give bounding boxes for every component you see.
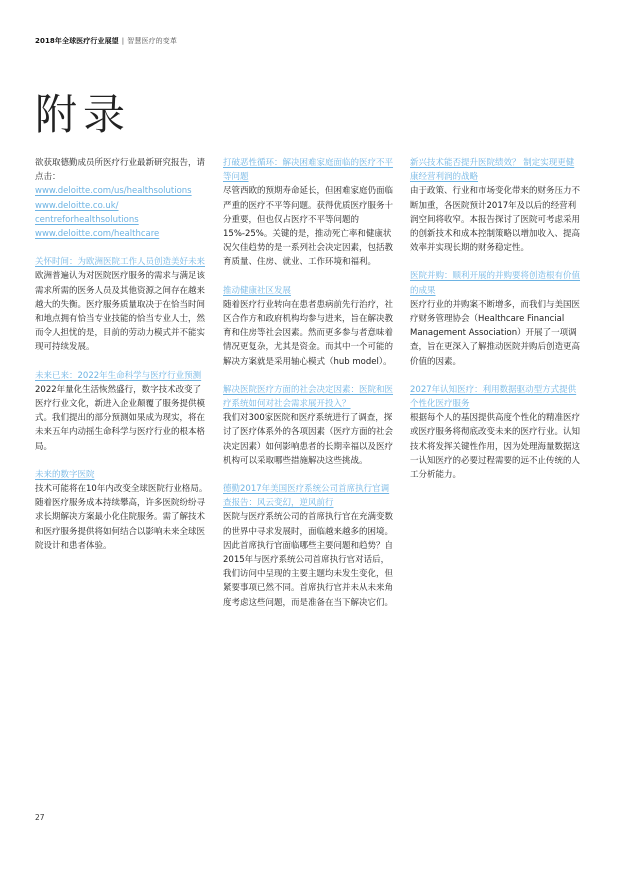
report-section: [410, 383, 582, 482]
report-summary: 尽管西欧的预期寿命延长，但困难家庭仍面临严重的医疗不平等问题。获得优质医疗服务十分重要，但也仅占医疗不平等问题的15%-25%。关键的是，推动死亡率和健康状况欠佳趋势的是一系列社会决定因素，包括教育质量、住房、就业、工作环境和福利。: [223, 186, 394, 268]
report-summary: 由于政策、行业和市场变化带来的财务压力不断加重，各医院预计2017年及以后的经营利润空间将收窄。本报告探讨了医院可考虑采用的创新技术和成本控制策略以增加收入、提高效率并实现长期的财务稳定性。: [410, 186, 581, 254]
report-heading-link[interactable]: 打破恶性循环：解决困难家庭面临的医疗不平等问题: [223, 158, 394, 183]
page-number: 27: [35, 813, 45, 822]
report-heading-link[interactable]: 推动健康社区发展: [223, 285, 292, 296]
report-summary: 2022年量化生活恢然盛行，数字技术改变了医疗行业文化，新进入企业颠覆了服务提供模式。我们提出的部分预测如果成为现实，将在未来五年内动摇生命科学与医疗行业的根本格局。: [35, 384, 206, 452]
report-section: [223, 383, 395, 468]
report-section: [410, 156, 582, 255]
report-section: [410, 269, 582, 368]
report-subtitle: 智慧医疗的变革: [127, 37, 177, 45]
report-summary: 根据每个人的基因提供高度个性化的精准医疗或医疗服务将彻底改变未来的医疗行业。认知技术将发挥关键性作用，因为处理海量数据这一认知医疗的必要过程需要的远不止传统的人工分析能力。: [410, 413, 581, 481]
column-2: [223, 156, 395, 624]
report-summary: 技术可能将在10年内改变全球医院行业格局。随着医疗服务成本持续攀高，许多医院纷纷寻求长期解决方案最小化住院服务。需了解技术和医疗服务提供将如何结合以影响未来全球医院设计和患者体验。: [35, 484, 208, 551]
link-healthcare[interactable]: www.deloitte.com/healthcare: [35, 229, 160, 240]
report-summary: 欧洲普遍认为对医院医疗服务的需求与满足该需求所需的医务人员及其他资源之间存在越来越大的失衡。医疗服务质量取决于在恰当时间和地点拥有恰当专业技能的恰当专业人士，然而令人担忧的是，目前的劳动力模式并不能实现可持续发展。: [35, 271, 206, 353]
report-section: [223, 156, 395, 270]
report-heading-link[interactable]: 关怀时间：为欧洲医院工作人员创造美好未来: [35, 257, 206, 268]
page-title: 附录: [35, 90, 132, 139]
intro-text: 欲获取德勤成员所医疗行业最新研究报告，请点击：: [35, 158, 206, 183]
report-heading-link[interactable]: 未来已来：2022年生命科学与医疗行业预测: [35, 370, 202, 381]
report-summary: 我们对300家医院和医疗系统进行了调查，探讨了医疗体系外的各项因素（医疗方面的社会决定因素）如何影响患者的长期幸福以及医疗机构可以采取哪些措施解决这些挑战。: [223, 413, 394, 466]
link-centreforhealthsolutions[interactable]: centreforhealthsolutions: [35, 214, 139, 225]
report-section: [35, 468, 209, 553]
link-healthsolutions-us[interactable]: www.deloitte.com/us/healthsolutions: [35, 186, 192, 197]
report-summary: 医疗行业的并购案不断增多，而我们与美国医疗财务管理协会（Healthcare Financial Management Association）开展了一项调查，旨在更深入了解推动医院并购后创造更高价值的因素。: [410, 299, 581, 367]
running-header: [35, 36, 177, 46]
report-section: [223, 482, 395, 610]
column-1: [35, 156, 209, 567]
report-heading-link[interactable]: 未来的数字医院: [35, 469, 95, 480]
report-section: [223, 284, 395, 369]
report-title: 2018年全球医疗行业展望: [35, 37, 119, 45]
report-heading-link[interactable]: 新兴技术能否提升医院绩效？ 制定实现更健康经营利润的战略: [410, 158, 575, 183]
report-summary: 医院与医疗系统公司的首席执行官在充满变数的世界中寻求发展时，面临越来越多的困境。因此首席执行官面临哪些主要问题和趋势？自2015年与医疗系统公司首席执行官对话后，我们访问中呈现的主要主题均未发生变化，但紧要事项已然不同。首席执行官并未从未来角度考虑这些问题，而是准备在当下解决它们。: [223, 512, 394, 608]
report-heading-link[interactable]: 2027年认知医疗：利用数据驱动型方式提供个性化医疗服务: [410, 384, 577, 410]
report-heading-link[interactable]: 德勤2017年美国医疗系统公司首席执行官调查报告：风云变幻，逆风前行: [223, 484, 390, 509]
report-section: [35, 255, 209, 354]
report-section: [35, 369, 209, 454]
header-separator: |: [121, 37, 125, 45]
report-heading-link[interactable]: 解决医院医疗方面的社会决定因素：医院和医疗系统如何对社会需求展开投入？: [223, 384, 394, 410]
column-3: [410, 156, 582, 496]
report-summary: 随着医疗行业转向在患者患病前先行治疗，社区合作方和政府机构均参与进来，旨在解决教育和住房等社会因素。然而更多参与者意味着情况更复杂，尤其是资金。而其中一个可能的解决方案就是采用轴心模式（hub model）。: [223, 299, 394, 367]
link-deloitte-uk[interactable]: www.deloitte.co.uk/: [35, 200, 119, 211]
intro-section: [35, 156, 209, 241]
report-heading-link[interactable]: 医院并购：顺利开展的并购要将创造根有价值的成果: [410, 271, 581, 296]
